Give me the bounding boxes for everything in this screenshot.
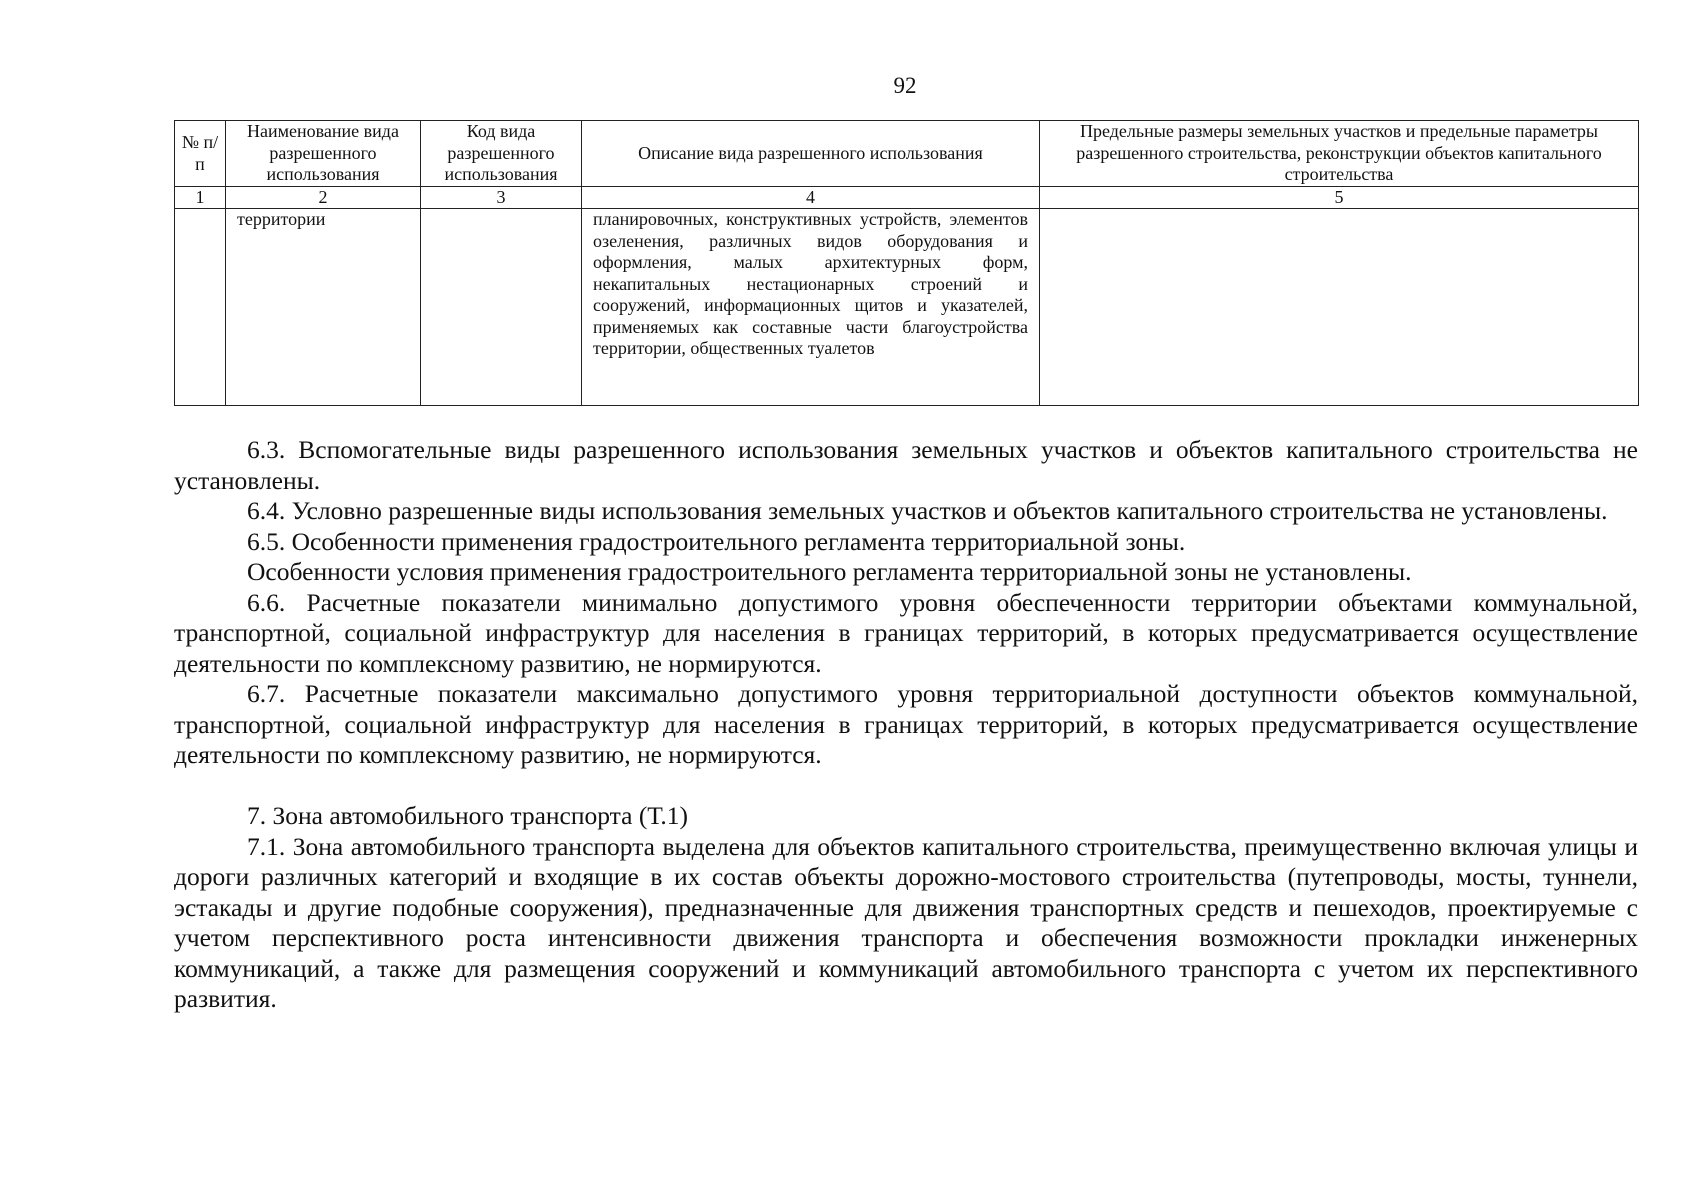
section-heading-7: 7. Зона автомобильного транспорта (Т.1) bbox=[247, 801, 688, 830]
header-number: № п/п bbox=[175, 121, 226, 187]
column-number-row bbox=[175, 187, 1639, 209]
paragraph-6-3: 6.3. Вспомогательные виды разрешенного использования земельных участков и объектов капитального строительства не установлены. bbox=[174, 435, 1638, 495]
paragraph-6-7: 6.7. Расчетные показатели максимально допустимого уровня территориальной доступности объектов коммунальной, транспортной, социальной инфраструктур для населения в границах территорий, в которых предусматривается осуществление деятельности по комплексному развитию, не нормируются. bbox=[174, 679, 1638, 769]
paragraph-6-5: 6.5. Особенности применения градостроительного регламента территориальной зоны. bbox=[247, 526, 1186, 556]
paragraph-6-6: 6.6. Расчетные показатели минимально допустимого уровня обеспеченности территории объектами коммунальной, транспортной, социальной инфраструктур для населения в границах территорий, в которых предусматривается осуществление деятельности по комплексному развитию, не нормируются. bbox=[174, 587, 1638, 678]
header-use-description: Описание вида разрешенного использования bbox=[582, 121, 1040, 187]
header-parameters: Предельные размеры земельных участков и предельные параметры разрешенного строительства, реконструкции объектов капитального строительства bbox=[1040, 121, 1639, 187]
header-use-code: Код вида разрешенного использования bbox=[421, 121, 582, 187]
page-number: 92 bbox=[893, 73, 917, 98]
use-name-cell: территории bbox=[226, 209, 421, 406]
paragraph-6-5-note: Особенности условия применения градостроительного регламента территориальной зоны не установлены. bbox=[247, 557, 1412, 586]
column-number: 2 bbox=[226, 187, 421, 209]
table-header-row bbox=[175, 121, 1639, 187]
column-number: 4 bbox=[582, 187, 1040, 209]
document-body bbox=[174, 435, 1638, 1015]
header-use-name: Наименование вида разрешенного использования bbox=[226, 121, 421, 187]
column-number: 5 bbox=[1040, 187, 1639, 209]
paragraph-6-4: 6.4. Условно разрешенные виды использования земельных участков и объектов капитального строительства не установлены. bbox=[247, 496, 1608, 525]
use-code-cell bbox=[421, 209, 582, 406]
use-description-cell: планировочных, конструктивных устройств, элементов озеленения, различных видов оборудования и оформления, малых архитектурных форм, некапитальных нестационарных строений и сооружений, информационных щитов и указателей, применяемых как составные части благоустройства территории, общественных туалетов bbox=[582, 209, 1040, 406]
parameters-cell bbox=[1040, 209, 1639, 406]
column-number: 3 bbox=[421, 187, 582, 209]
table-row bbox=[175, 209, 1639, 406]
land-use-table bbox=[174, 120, 1639, 406]
row-number-cell bbox=[175, 209, 226, 406]
column-number: 1 bbox=[175, 187, 226, 209]
paragraph-7-1: 7.1. Зона автомобильного транспорта выделена для объектов капитального строительства, преимущественно включая улицы и дороги различных категорий и входящие в их состав объекты дорожно-мостового строительства (путепроводы, мосты, туннели, эстакады и другие подобные сооружения), предназначенные для движения транспортных средств и пешеходов, проектируемые с учетом перспективного роста интенсивности движения транспорта и обеспечения возможности прокладки инженерных коммуникаций, а также для размещения сооружений и коммуникаций автомобильного транспорта с учетом их перспективного развития. bbox=[174, 831, 1638, 1013]
